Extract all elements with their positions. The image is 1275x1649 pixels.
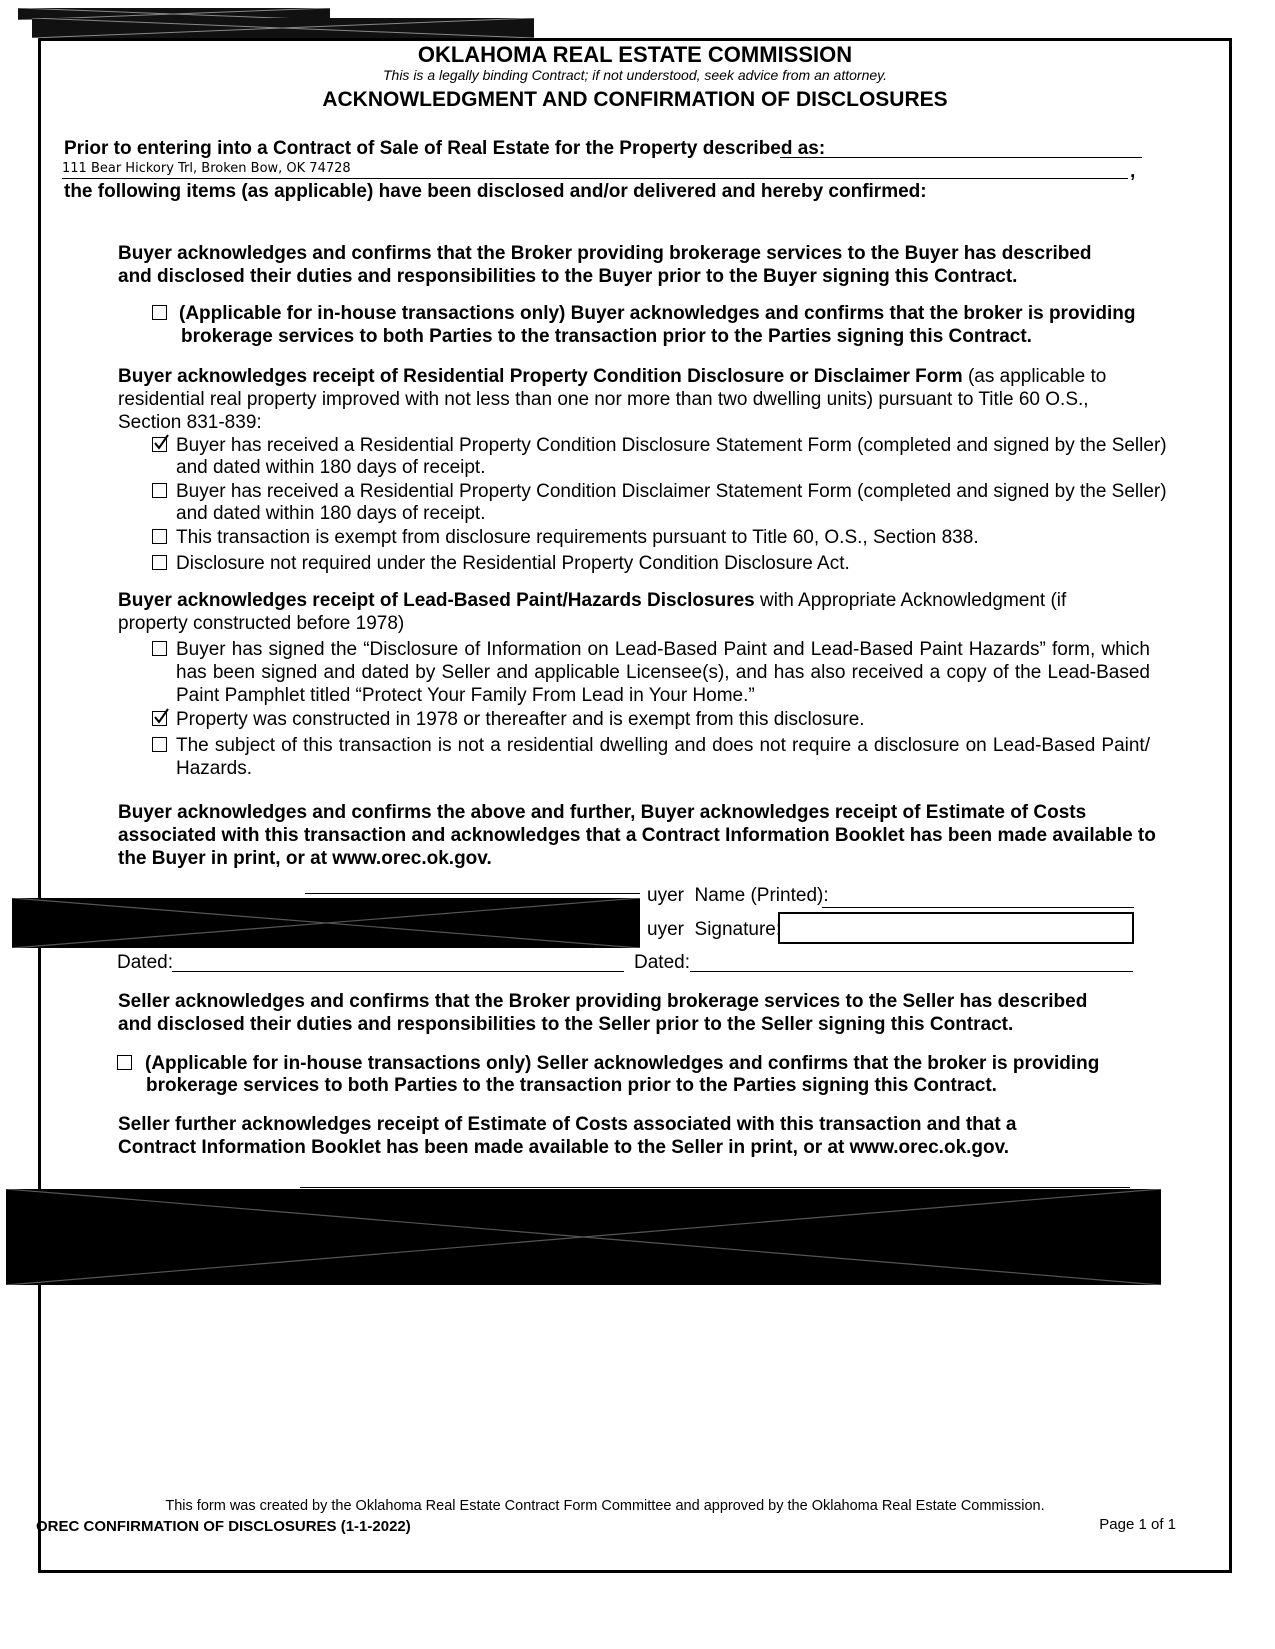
lead-paint-intro — [118, 589, 1140, 635]
property-line-2 — [62, 178, 1128, 179]
signature-line-left-top — [305, 893, 640, 894]
condition-option-line1: This transaction is exempt from disclosure requirements pursuant to Title 60, O.S., Section 838. — [176, 527, 979, 548]
lead-intro-rest: with Appropriate Acknowledgment (if property constructed before 1978) — [118, 590, 1067, 634]
lead-option-checkbox[interactable] — [152, 641, 167, 656]
footer-created-by: This form was created by the Oklahoma Real Estate Contract Form Committee and approved by the Oklahoma Real Estate Commission. — [165, 1498, 1045, 1514]
checkmark-icon — [152, 433, 170, 453]
lead-option-checkbox[interactable] — [152, 737, 167, 752]
footer-page-number: Page 1 of 1 — [1099, 1516, 1176, 1533]
buyer-dated-left-label: Dated: — [117, 952, 173, 973]
condition-disclosure-intro — [118, 365, 1140, 434]
condition-option-line2: and dated within 180 days of receipt. — [176, 457, 486, 478]
condition-option-line1: Buyer has received a Residential Property Condition Disclaimer Statement Form (completed and signed by the Seller) — [176, 481, 1167, 502]
buyer-inhouse-checkbox[interactable] — [152, 305, 167, 320]
lead-option-text: Property was constructed in 1978 or thereafter and is exempt from this disclosure. — [176, 709, 865, 730]
condition-option-checkbox[interactable] — [152, 483, 167, 498]
lead-intro-bold: Buyer acknowledges receipt of Lead-Based Paint/Hazards Disclosures — [118, 590, 755, 611]
seller-broker-text: Seller acknowledges and confirms that the Broker providing brokerage services to the Seller has described and disclosed their duties and responsibilities to the Seller prior to the Seller signing this Contract. — [118, 991, 1088, 1035]
condition-option-checkbox[interactable] — [152, 555, 167, 570]
checkmark-icon — [152, 707, 170, 727]
seller-inhouse-line1: (Applicable for in-house transactions only) Seller acknowledges and confirms that the broker is providing — [145, 1053, 1100, 1074]
condition-option-line1: Buyer has received a Residential Property Condition Disclosure Statement Form (completed and signed by the Seller) — [176, 435, 1167, 456]
property-following-text: the following items (as applicable) have been disclosed and/or delivered and hereby confirmed: — [64, 181, 927, 202]
buyer-dated-right-line[interactable] — [690, 971, 1133, 972]
form-title: ACKNOWLEDGMENT AND CONFIRMATION OF DISCLOSURES — [322, 88, 948, 111]
condition-option-line2: and dated within 180 days of receipt. — [176, 503, 486, 524]
buyer-dated-left-line[interactable] — [172, 971, 624, 972]
seller-inhouse-line2: brokerage services to both Parties to the transaction prior to the Parties signing this Contract. — [146, 1075, 997, 1096]
footer-form-id: OREC CONFIRMATION OF DISCLOSURES (1-1-2022) — [36, 1518, 411, 1535]
binding-note: This is a legally binding Contract; if not understood, seek advice from an attorney. — [382, 67, 887, 83]
seller-signature-redaction — [6, 1189, 1161, 1285]
condition-option-checkbox[interactable] — [152, 437, 167, 452]
condition-option-line1: Disclosure not required under the Residential Property Condition Disclosure Act. — [176, 553, 850, 574]
buyer-inhouse-line2: brokerage services to both Parties to the transaction prior to the Parties signing this Contract. — [181, 326, 1032, 347]
buyer-broker-text: Buyer acknowledges and confirms that the Broker providing brokerage services to the Buyer has described and disclosed their duties and responsibilities to the Buyer prior to the Buyer signing this Contract. — [118, 243, 1092, 287]
seller-inhouse-checkbox[interactable] — [117, 1055, 132, 1070]
buyer-signature-box[interactable] — [778, 912, 1134, 944]
buyer-signature-redaction — [12, 898, 640, 948]
seller-further-text: Seller further acknowledges receipt of Estimate of Costs associated with this transaction and that a Contract Information Booklet has been made available to the Seller in print, or at www.orec.ok.gov. — [118, 1114, 1017, 1158]
seller-signature-line-fragment — [300, 1187, 1130, 1188]
buyer-confirm-text: Buyer acknowledges and confirms the above and further, Buyer acknowledges receipt of Estimate of Costs associated with this transaction and acknowledges that a Contract Information Booklet has been made available to the Buyer in print, or at www.orec.ok.gov. — [118, 802, 1156, 869]
property-address[interactable]: 111 Bear Hickory Trl, Broken Bow, OK 74728 — [62, 161, 351, 176]
lead-option-checkbox[interactable] — [152, 711, 167, 726]
property-prior-text: Prior to entering into a Contract of Sale of Real Estate for the Property described as: — [64, 138, 826, 159]
buyer-signature-label: uyer Signature: — [647, 919, 782, 940]
buyer-dated-right-label: Dated: — [634, 952, 690, 973]
commission-title: OKLAHOMA REAL ESTATE COMMISSION — [417, 42, 853, 67]
buyer-inhouse-line1: (Applicable for in-house transactions only) Buyer acknowledges and confirms that the broker is providing — [179, 303, 1136, 324]
lead-option-text: The subject of this transaction is not a residential dwelling and does not require a disclosure on Lead-Based Paint/ Hazards. — [176, 735, 1150, 779]
buyer-name-label: uyer Name (Printed): — [647, 885, 829, 906]
buyer-name-line[interactable] — [822, 907, 1134, 908]
condition-option-checkbox[interactable] — [152, 529, 167, 544]
condition-intro-bold: Buyer acknowledges receipt of Residential Property Condition Disclosure or Disclaimer Form — [118, 366, 963, 387]
lead-option-text: Buyer has signed the “Disclosure of Information on Lead-Based Paint and Lead-Based Paint Hazards” form, which has been signed and dated by Seller and applicable Licensee(s), and has also received a copy of the Lead-Based Paint Pamphlet titled “Protect Your Family From Lead in Your Home.” — [176, 639, 1150, 706]
property-line-1 — [780, 157, 1142, 158]
condition-intro-rest: (as applicable to residential real property improved with not less than one nor more than two dwelling units) pursuant to Title 60 O.S., Section 831-839: — [118, 366, 1107, 433]
property-comma: , — [1130, 161, 1136, 182]
top-redaction-bar-2 — [32, 18, 534, 38]
